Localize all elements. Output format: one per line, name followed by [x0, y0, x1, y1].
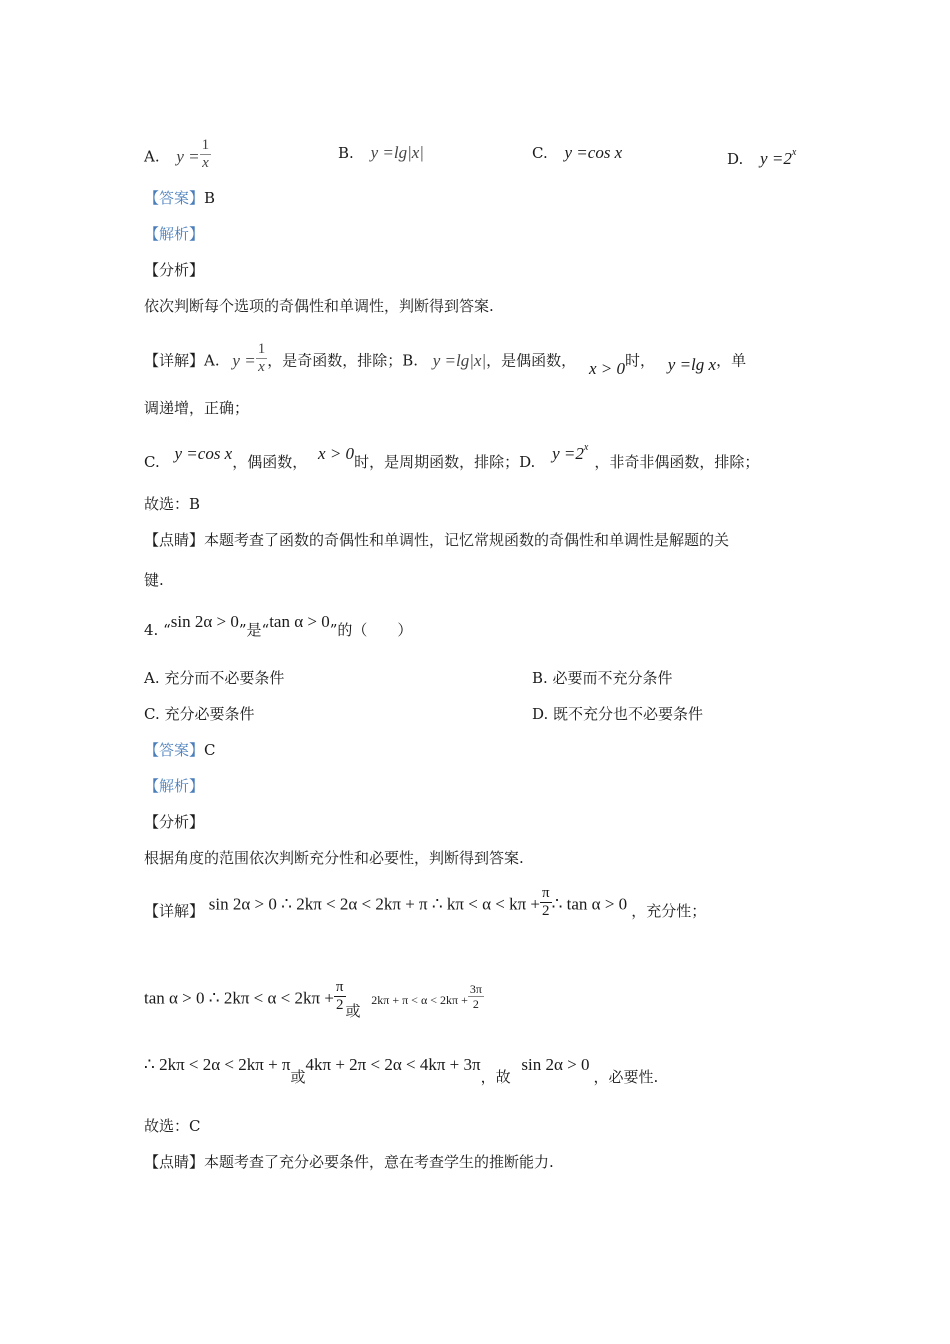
option-b-expr: y =lg|x|	[370, 143, 424, 162]
frac-den: 2	[472, 997, 479, 1011]
q4-option-d: D. 既不充分也不必要条件	[532, 705, 704, 723]
q4-suffix: ”的（ ）	[329, 621, 413, 639]
q4-expr2: tan α > 0	[269, 612, 330, 631]
xiangjie-b-expr: y =lg|x|	[432, 350, 487, 370]
dianjing-tag: 【点睛】	[144, 1153, 205, 1171]
xiangjie-b-expr2: y =lg x	[667, 354, 717, 374]
frac-num: 3π	[469, 982, 482, 996]
xiangjie-b-after: ，是偶函数，	[486, 351, 577, 370]
q4-expr1: sin 2α > 0	[170, 612, 239, 631]
frac-num: π	[542, 885, 550, 901]
q3-dianjing-line2: 键.	[144, 571, 164, 589]
xiangjie-shi: 时，	[624, 351, 655, 370]
q4-fenxi-text: 根据角度的范围依次判断充分性和必要性，判断得到答案.	[144, 849, 524, 867]
option-label: D.	[727, 150, 744, 168]
q4-dianjing	[144, 1152, 554, 1172]
pi-over-2-fraction	[540, 885, 552, 920]
frac-den: 2	[335, 997, 344, 1013]
xiangjie-suffix: ，充分性；	[631, 901, 707, 920]
q3-option-a	[144, 137, 211, 175]
xiangjie-d-after: ，非奇非偶函数，排除；	[594, 453, 760, 471]
xiangjie-d-exp: x	[583, 442, 589, 453]
dianjing-text: 本题考查了充分必要条件，意在考查学生的推断能力.	[204, 1153, 554, 1171]
option-label: A.	[144, 147, 160, 166]
q4-fenxi-tag: 【分析】	[144, 813, 205, 831]
frac-den: x	[258, 359, 265, 375]
frac-num: 1	[201, 137, 210, 153]
q3-dianjing	[144, 530, 729, 550]
xiangjie-c-label: C.	[144, 453, 160, 471]
xiangjie-c-expr: y =cos x	[174, 444, 233, 463]
frac-den: 2	[542, 903, 550, 919]
three-pi-over-2-fraction	[468, 982, 484, 1011]
xiangjie-c-after: 时，是周期函数，排除；D.	[354, 453, 536, 471]
q3-option-d	[727, 143, 796, 169]
option-c-expr: y =cos x	[564, 143, 623, 162]
q4-mid: ”是“	[238, 621, 270, 639]
q3-jiexi-tag: 【解析】	[144, 225, 205, 243]
xiangjie-c-cond: x > 0	[318, 444, 355, 463]
q3-fenxi-tag: 【分析】	[144, 261, 205, 279]
line3-expr-b: 4kπ + 2π < 2α < 4kπ + 3π	[305, 1055, 481, 1074]
option-label: C.	[532, 144, 548, 162]
option-label: B.	[338, 144, 354, 162]
answer-tag: 【答案】	[144, 741, 205, 759]
q3-xiangjie-line2: 调递增，正确；	[144, 399, 250, 417]
xiangjie-a-lhs: y =	[232, 350, 256, 370]
q3-xiangjie-line1	[144, 341, 747, 379]
answer-tag: 【答案】	[144, 189, 205, 207]
q4-option-c: C. 充分必要条件	[144, 705, 255, 723]
q4-necessity-line2	[144, 979, 484, 1020]
q3-option-b	[338, 143, 424, 163]
pi-over-2-fraction	[334, 979, 346, 1014]
q4-guxuan: 故选：C	[144, 1117, 201, 1135]
xiangjie-d-expr: y =2	[552, 444, 584, 463]
frac-den: x	[202, 155, 209, 171]
line3-huo: 或	[290, 1068, 306, 1086]
line3-expr-a: ∴ 2kπ < 2α < 2kπ + π	[144, 1055, 291, 1074]
xiangjie-dan: ，单	[716, 351, 747, 370]
xiangjie-a-fraction	[256, 341, 268, 376]
q4-option-a: A. 充分而不必要条件	[144, 669, 285, 687]
line3-expr-c: sin 2α > 0	[521, 1055, 590, 1074]
line2-expr-a: tan α > 0 ∴ 2kπ < α < 2kπ +	[144, 988, 334, 1008]
xiangjie-cond: x > 0	[588, 358, 625, 378]
xiangjie-a-label: A.	[204, 351, 220, 370]
answer-value: C	[204, 741, 216, 759]
option-d-exp: x	[791, 147, 797, 158]
q3-option-c	[532, 143, 622, 163]
dianjing-text: 本题考查了函数的奇偶性和单调性，记忆常规函数的奇偶性和单调性是解题的关	[204, 531, 730, 549]
frac-num: π	[335, 979, 344, 995]
option-d-base: y =2	[760, 149, 792, 168]
q4-option-b: B. 必要而不充分条件	[532, 669, 673, 687]
xiangjie-tag: 【详解】	[144, 901, 205, 920]
option-a-lhs: y =	[176, 146, 200, 166]
q3-guxuan: 故选：B	[144, 495, 201, 513]
q3-fenxi-text: 依次判断每个选项的奇偶性和单调性，判断得到答案.	[144, 297, 494, 315]
dianjing-tag: 【点睛】	[144, 531, 205, 549]
line3-suffix: ，必要性.	[593, 1068, 659, 1086]
q4-answer	[144, 740, 216, 760]
q3-xiangjie-line3	[144, 438, 760, 471]
q4-jiexi-tag: 【解析】	[144, 777, 205, 795]
frac-num: 1	[257, 341, 266, 357]
xiangjie-tag: 【详解】	[144, 351, 205, 370]
q4-stem	[144, 612, 413, 639]
line2-expr-b: 2kπ + π < α < 2kπ +	[371, 992, 468, 1007]
option-a-fraction	[200, 137, 212, 172]
q4-xiangjie-line1	[144, 885, 707, 923]
q4-prefix: 4. “	[144, 621, 171, 639]
xiangjie-a-after: ，是奇函数，排除；B.	[267, 351, 418, 370]
answer-value: B	[204, 189, 216, 207]
xiangjie-expr-a: sin 2α > 0 ∴ 2kπ < 2α < 2kπ + π ∴ kπ < α < kπ +	[208, 894, 541, 914]
xiangjie-expr-b: ∴ tan α > 0	[551, 894, 628, 914]
q4-necessity-line3	[144, 1055, 659, 1086]
line2-huo: 或	[345, 1001, 361, 1020]
line3-gu: ，故	[480, 1068, 511, 1086]
xiangjie-c-mid: ，偶函数，	[232, 453, 308, 471]
q3-answer	[144, 188, 215, 208]
